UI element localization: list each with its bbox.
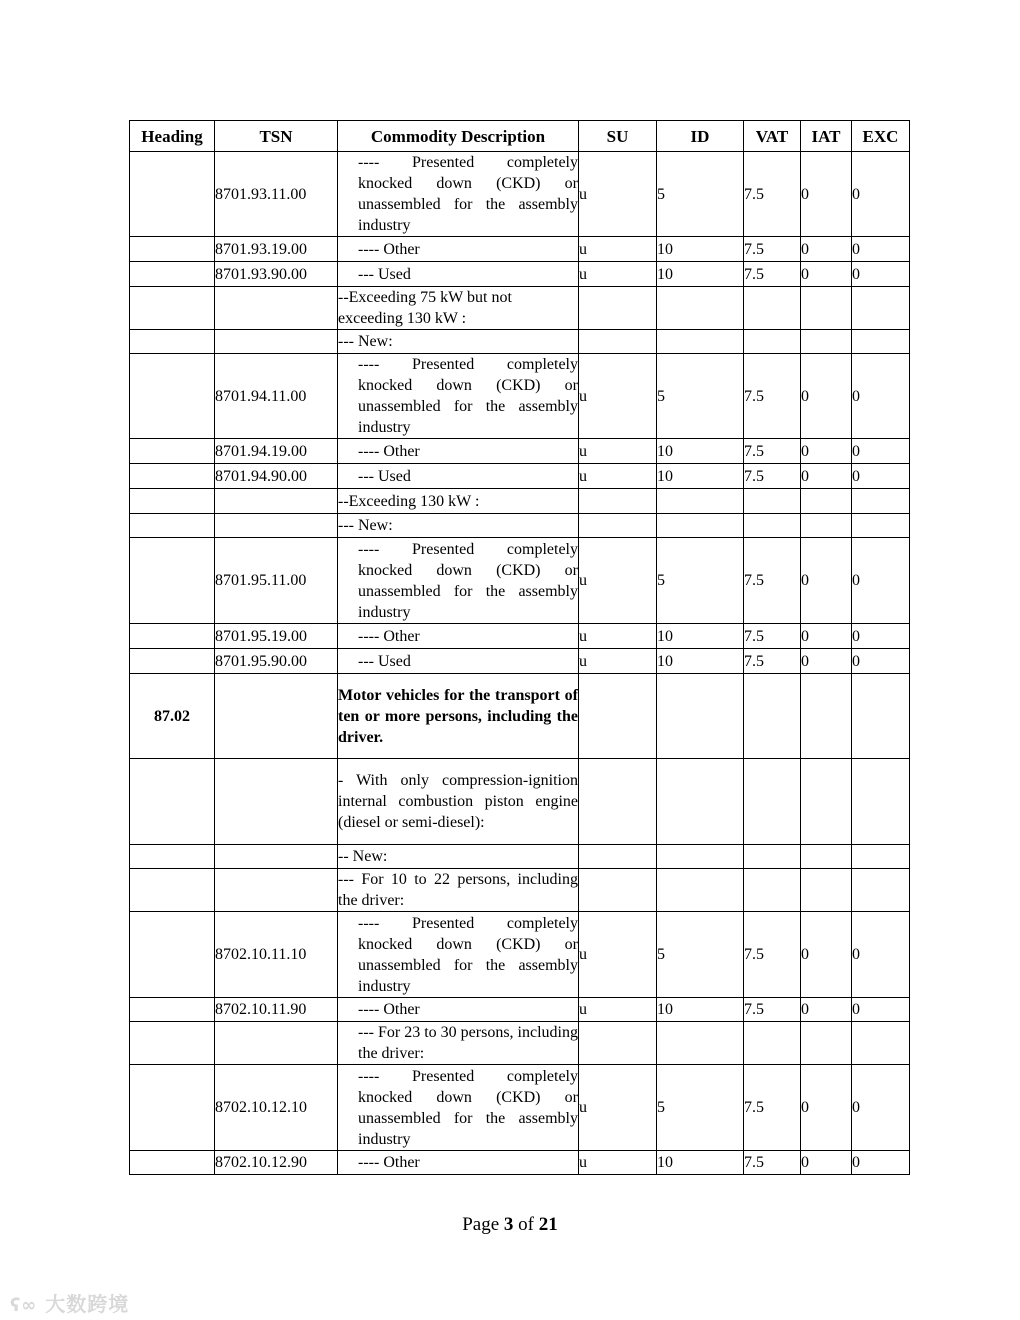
- heading-cell: [130, 489, 215, 514]
- table-row: [130, 912, 910, 998]
- description-text: --- Used: [358, 467, 411, 485]
- id-cell: 10: [657, 624, 744, 649]
- heading-cell: [130, 1065, 215, 1151]
- col-header-exc: EXC: [852, 121, 910, 152]
- exc-cell: [852, 489, 910, 514]
- description-cell: [338, 330, 579, 354]
- id-cell: [657, 759, 744, 845]
- table-row: [130, 439, 910, 464]
- exc-cell: 0: [852, 649, 910, 674]
- iat-cell: [801, 287, 852, 330]
- id-cell: 10: [657, 998, 744, 1022]
- col-header-id: ID: [657, 121, 744, 152]
- id-cell: 5: [657, 912, 744, 998]
- table-row: [130, 489, 910, 514]
- description-text: --- For 23 to 30 persons, including the driver:: [358, 1024, 578, 1062]
- watermark-icon: ʕ∞: [10, 1295, 38, 1316]
- table-row: [130, 514, 910, 538]
- su-cell: u: [579, 998, 657, 1022]
- watermark-logo: [10, 1288, 129, 1317]
- description-text: ---- Presented completely knocked down (CKD) or unassembled for the assembly industry: [358, 914, 578, 995]
- vat-cell: [744, 759, 801, 845]
- su-cell: u: [579, 152, 657, 237]
- heading-cell: [130, 998, 215, 1022]
- tsn-cell: 8701.95.19.00: [215, 624, 338, 649]
- iat-cell: [801, 845, 852, 869]
- iat-cell: [801, 489, 852, 514]
- vat-cell: 7.5: [744, 998, 801, 1022]
- su-cell: u: [579, 237, 657, 262]
- exc-cell: 0: [852, 152, 910, 237]
- iat-cell: [801, 514, 852, 538]
- page-label: Page: [462, 1214, 504, 1235]
- exc-cell: 0: [852, 1065, 910, 1151]
- iat-cell: 0: [801, 237, 852, 262]
- description-text: -- New:: [338, 848, 388, 865]
- description-text: ---- Other: [358, 1001, 420, 1018]
- col-header-vat: VAT: [744, 121, 801, 152]
- iat-cell: 0: [801, 624, 852, 649]
- su-cell: u: [579, 1151, 657, 1175]
- tsn-cell: [215, 845, 338, 869]
- su-cell: u: [579, 538, 657, 624]
- description-cell: [338, 624, 579, 649]
- iat-cell: 0: [801, 1065, 852, 1151]
- su-cell: [579, 674, 657, 759]
- description-cell: [338, 1022, 579, 1065]
- description-cell: [338, 464, 579, 489]
- description-text: ---- Other: [358, 240, 420, 258]
- page-of-label: of: [513, 1214, 539, 1235]
- id-cell: [657, 330, 744, 354]
- su-cell: [579, 759, 657, 845]
- description-text: --- New:: [338, 517, 393, 534]
- exc-cell: 0: [852, 538, 910, 624]
- description-text: --- Used: [358, 265, 411, 283]
- table-row: [130, 152, 910, 237]
- description-text: - With only compression-ignition internal combustion piston engine (diesel or semi-diesel):: [338, 772, 578, 831]
- iat-cell: 0: [801, 439, 852, 464]
- exc-cell: 0: [852, 624, 910, 649]
- tsn-cell: 8701.94.90.00: [215, 464, 338, 489]
- table-row: [130, 649, 910, 674]
- exc-cell: 0: [852, 1151, 910, 1175]
- vat-cell: 7.5: [744, 624, 801, 649]
- vat-cell: 7.5: [744, 262, 801, 287]
- table-row: [130, 845, 910, 869]
- id-cell: 10: [657, 439, 744, 464]
- id-cell: 10: [657, 649, 744, 674]
- exc-cell: [852, 759, 910, 845]
- tsn-cell: [215, 287, 338, 330]
- description-cell: [338, 237, 579, 262]
- table-row: [130, 464, 910, 489]
- id-cell: 5: [657, 1065, 744, 1151]
- description-text: ---- Presented completely knocked down (CKD) or unassembled for the assembly industry: [358, 540, 578, 621]
- vat-cell: [744, 330, 801, 354]
- table-row: [130, 262, 910, 287]
- tsn-cell: [215, 759, 338, 845]
- id-cell: 5: [657, 354, 744, 439]
- heading-cell: 87.02: [130, 674, 215, 759]
- table-row: [130, 330, 910, 354]
- col-header-iat: IAT: [801, 121, 852, 152]
- iat-cell: 0: [801, 262, 852, 287]
- id-cell: [657, 845, 744, 869]
- iat-cell: 0: [801, 912, 852, 998]
- id-cell: [657, 869, 744, 912]
- current-page: 3: [503, 1214, 514, 1235]
- description-cell: [338, 998, 579, 1022]
- table-row: [130, 237, 910, 262]
- exc-cell: [852, 514, 910, 538]
- id-cell: [657, 1022, 744, 1065]
- heading-cell: [130, 1022, 215, 1065]
- id-cell: 10: [657, 464, 744, 489]
- iat-cell: 0: [801, 538, 852, 624]
- exc-cell: [852, 330, 910, 354]
- vat-cell: 7.5: [744, 354, 801, 439]
- table-row: [130, 869, 910, 912]
- table-row: [130, 287, 910, 330]
- tsn-cell: 8701.94.11.00: [215, 354, 338, 439]
- description-cell: [338, 152, 579, 237]
- tsn-cell: [215, 330, 338, 354]
- id-cell: 10: [657, 237, 744, 262]
- table-row: [130, 759, 910, 845]
- id-cell: [657, 674, 744, 759]
- iat-cell: 0: [801, 354, 852, 439]
- su-cell: u: [579, 1065, 657, 1151]
- su-cell: u: [579, 912, 657, 998]
- tsn-cell: 8701.95.90.00: [215, 649, 338, 674]
- description-text: ---- Presented completely knocked down (CKD) or unassembled for the assembly industry: [358, 356, 578, 436]
- vat-cell: [744, 845, 801, 869]
- iat-cell: 0: [801, 464, 852, 489]
- heading-cell: [130, 262, 215, 287]
- table-row: [130, 998, 910, 1022]
- heading-cell: [130, 439, 215, 464]
- id-cell: [657, 514, 744, 538]
- tsn-cell: 8701.94.19.00: [215, 439, 338, 464]
- id-cell: [657, 489, 744, 514]
- exc-cell: 0: [852, 912, 910, 998]
- heading-cell: [130, 354, 215, 439]
- iat-cell: [801, 1022, 852, 1065]
- exc-cell: [852, 674, 910, 759]
- su-cell: [579, 845, 657, 869]
- su-cell: [579, 330, 657, 354]
- description-cell: [338, 489, 579, 514]
- vat-cell: [744, 514, 801, 538]
- heading-cell: [130, 1151, 215, 1175]
- description-cell: [338, 1151, 579, 1175]
- heading-cell: [130, 912, 215, 998]
- tsn-cell: 8701.95.11.00: [215, 538, 338, 624]
- description-text: --- Used: [358, 652, 411, 670]
- vat-cell: 7.5: [744, 152, 801, 237]
- table-row: [130, 354, 910, 439]
- description-cell: [338, 1065, 579, 1151]
- su-cell: [579, 514, 657, 538]
- description-cell: [338, 262, 579, 287]
- vat-cell: 7.5: [744, 538, 801, 624]
- col-header-description: Commodity Description: [338, 121, 579, 152]
- heading-cell: [130, 237, 215, 262]
- watermark-text: 大数跨境: [45, 1292, 130, 1316]
- vat-cell: [744, 869, 801, 912]
- col-header-heading: Heading: [130, 121, 215, 152]
- col-header-su: SU: [579, 121, 657, 152]
- vat-cell: 7.5: [744, 912, 801, 998]
- header-row: [130, 121, 910, 152]
- su-cell: u: [579, 649, 657, 674]
- exc-cell: [852, 845, 910, 869]
- heading-cell: [130, 464, 215, 489]
- iat-cell: [801, 330, 852, 354]
- tsn-cell: 8701.93.11.00: [215, 152, 338, 237]
- table-row: [130, 1065, 910, 1151]
- description-text: ---- Other: [358, 442, 420, 460]
- description-cell: [338, 354, 579, 439]
- exc-cell: 0: [852, 464, 910, 489]
- su-cell: [579, 1022, 657, 1065]
- description-cell: [338, 912, 579, 998]
- tsn-cell: 8702.10.12.10: [215, 1065, 338, 1151]
- exc-cell: 0: [852, 237, 910, 262]
- vat-cell: 7.5: [744, 1065, 801, 1151]
- exc-cell: 0: [852, 998, 910, 1022]
- heading-cell: [130, 287, 215, 330]
- table-row: [130, 624, 910, 649]
- exc-cell: [852, 1022, 910, 1065]
- id-cell: 10: [657, 1151, 744, 1175]
- description-text: ---- Other: [358, 627, 420, 645]
- heading-cell: [130, 624, 215, 649]
- exc-cell: [852, 869, 910, 912]
- tsn-cell: 8702.10.12.90: [215, 1151, 338, 1175]
- heading-cell: [130, 538, 215, 624]
- total-pages: 21: [538, 1214, 558, 1235]
- description-cell: [338, 514, 579, 538]
- description-cell: [338, 538, 579, 624]
- description-text: ---- Other: [358, 1154, 420, 1171]
- description-text: Motor vehicles for the transport of ten or more persons, including the driver.: [338, 686, 578, 746]
- iat-cell: 0: [801, 152, 852, 237]
- su-cell: u: [579, 439, 657, 464]
- iat-cell: [801, 869, 852, 912]
- iat-cell: 0: [801, 998, 852, 1022]
- heading-cell: [130, 330, 215, 354]
- description-cell: [338, 674, 579, 759]
- description-text: ---- Presented completely knocked down (CKD) or unassembled for the assembly industry: [358, 154, 578, 234]
- heading-cell: [130, 759, 215, 845]
- table-row: [130, 538, 910, 624]
- heading-cell: [130, 514, 215, 538]
- vat-cell: 7.5: [744, 439, 801, 464]
- iat-cell: 0: [801, 1151, 852, 1175]
- iat-cell: [801, 759, 852, 845]
- description-cell: [338, 287, 579, 330]
- table-row: [130, 674, 910, 759]
- tsn-cell: [215, 489, 338, 514]
- page-number-footer: [0, 1214, 1020, 1236]
- tsn-cell: 8701.93.90.00: [215, 262, 338, 287]
- su-cell: [579, 489, 657, 514]
- description-text: --- New:: [338, 333, 393, 350]
- exc-cell: 0: [852, 262, 910, 287]
- exc-cell: 0: [852, 439, 910, 464]
- vat-cell: 7.5: [744, 237, 801, 262]
- su-cell: u: [579, 624, 657, 649]
- exc-cell: [852, 287, 910, 330]
- id-cell: 5: [657, 152, 744, 237]
- description-text: --- For 10 to 22 persons, including the driver:: [338, 871, 578, 909]
- heading-cell: [130, 152, 215, 237]
- vat-cell: 7.5: [744, 464, 801, 489]
- tsn-cell: 8702.10.11.90: [215, 998, 338, 1022]
- tsn-cell: [215, 1022, 338, 1065]
- table-row: [130, 1022, 910, 1065]
- su-cell: [579, 287, 657, 330]
- iat-cell: 0: [801, 649, 852, 674]
- description-cell: [338, 845, 579, 869]
- description-text: ---- Presented completely knocked down (CKD) or unassembled for the assembly industry: [358, 1067, 578, 1148]
- tsn-cell: 8702.10.11.10: [215, 912, 338, 998]
- vat-cell: [744, 674, 801, 759]
- su-cell: [579, 869, 657, 912]
- description-text: --Exceeding 130 kW :: [338, 492, 480, 510]
- vat-cell: [744, 489, 801, 514]
- su-cell: u: [579, 464, 657, 489]
- vat-cell: [744, 1022, 801, 1065]
- vat-cell: [744, 287, 801, 330]
- su-cell: u: [579, 354, 657, 439]
- tariff-table: [129, 120, 910, 1175]
- heading-cell: [130, 649, 215, 674]
- su-cell: u: [579, 262, 657, 287]
- tsn-cell: [215, 514, 338, 538]
- heading-cell: [130, 869, 215, 912]
- id-cell: 5: [657, 538, 744, 624]
- description-cell: [338, 869, 579, 912]
- iat-cell: [801, 674, 852, 759]
- tsn-cell: 8701.93.19.00: [215, 237, 338, 262]
- description-cell: [338, 759, 579, 845]
- heading-cell: [130, 845, 215, 869]
- id-cell: [657, 287, 744, 330]
- table-row: [130, 1151, 910, 1175]
- vat-cell: 7.5: [744, 1151, 801, 1175]
- description-text: --Exceeding 75 kW but not exceeding 130 kW :: [338, 289, 512, 327]
- description-cell: [338, 439, 579, 464]
- tsn-cell: [215, 674, 338, 759]
- id-cell: 10: [657, 262, 744, 287]
- vat-cell: 7.5: [744, 649, 801, 674]
- col-header-tsn: TSN: [215, 121, 338, 152]
- exc-cell: 0: [852, 354, 910, 439]
- tsn-cell: [215, 869, 338, 912]
- description-cell: [338, 649, 579, 674]
